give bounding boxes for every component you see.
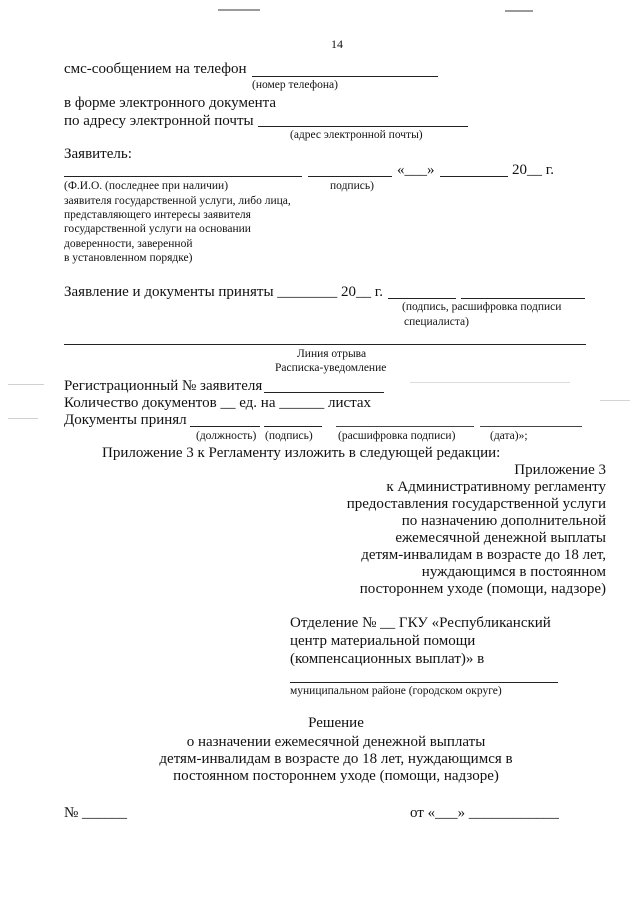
- phone-line: [252, 76, 438, 77]
- fio-line: [64, 176, 302, 177]
- appendix-header-6: детям-инвалидам в возрасте до 18 лет,: [361, 547, 606, 563]
- decision-date: от «___» ____________: [410, 805, 559, 821]
- appendix-header-3: предоставления государственной услуги: [346, 496, 606, 512]
- appendix-header-8: постороннем уходе (помощи, надзоре): [359, 581, 606, 597]
- date-year: 20__ г.: [512, 162, 554, 178]
- tear-line-label: Линия отрыва: [297, 348, 367, 360]
- scan-mark: [410, 382, 570, 383]
- hint-decoding: (расшифровка подписи): [338, 430, 456, 442]
- email-address-line: [258, 126, 468, 127]
- phone-hint: (номер телефона): [252, 79, 338, 91]
- signature-hint: подпись): [330, 180, 374, 192]
- decision-title: Решение: [308, 715, 364, 731]
- hint-position: (должность): [196, 430, 257, 442]
- receipt-title: Расписка-уведомление: [275, 362, 387, 374]
- accepted-hint-1: (подпись, расшифровка подписи: [402, 301, 562, 313]
- accepted-sign-line: [388, 298, 456, 299]
- accepted-text: Заявление и документы приняты ________ 20__ г.: [64, 284, 383, 300]
- tear-off-line: [64, 344, 586, 345]
- signature-line: [308, 176, 392, 177]
- scan-mark: [8, 418, 38, 419]
- decision-line-3: постоянном постороннем уходе (помощи, надзоре): [173, 768, 499, 784]
- scan-mark: [505, 10, 533, 12]
- fio-hint-3: представляющего интересы заявителя: [64, 209, 251, 221]
- email-line1: в форме электронного документа: [64, 95, 277, 111]
- accepted-hint-2: специалиста): [404, 316, 469, 328]
- appendix-header-5: ежемесячной денежной выплаты: [395, 530, 606, 546]
- documents-received-label: Документы принял: [64, 412, 187, 428]
- received-date-line: [480, 426, 582, 427]
- documents-count: Количество документов __ ед. на ______ листах: [64, 395, 372, 411]
- hint-signature: (подпись): [265, 430, 313, 442]
- appendix-header-1: Приложение 3: [514, 462, 606, 478]
- fio-hint-2: заявителя государственной услуги, либо лица,: [64, 195, 291, 207]
- department-line-3: (компенсационных выплат)» в: [290, 651, 485, 667]
- date-day: «___»: [397, 162, 435, 178]
- date-month-line: [440, 176, 508, 177]
- accepted-decode-line: [461, 298, 585, 299]
- department-line-2: центр материальной помощи: [290, 633, 476, 649]
- received-decoding-line: [336, 426, 474, 427]
- decision-line-1: о назначении ежемесячной денежной выплаты: [186, 734, 486, 750]
- received-position-line: [190, 426, 260, 427]
- registration-number-label: Регистрационный № заявителя: [64, 378, 263, 394]
- appendix-intro: Приложение 3 к Регламенту изложить в следующей редакции:: [102, 445, 501, 461]
- municipality-hint: муниципальном районе (городском округе): [290, 685, 502, 697]
- scan-mark: [218, 9, 260, 11]
- page-number: 14: [331, 37, 343, 51]
- applicant-label: Заявитель:: [64, 146, 132, 162]
- decision-number: № ______: [64, 805, 128, 821]
- decision-line-2: детям-инвалидам в возрасте до 18 лет, нуждающимся в: [159, 751, 513, 767]
- fio-hint-6: в установленном порядке): [64, 252, 193, 264]
- received-signature-line: [264, 426, 322, 427]
- fio-hint-1: (Ф.И.О. (последнее при наличии): [64, 180, 229, 192]
- scan-mark: [8, 384, 44, 385]
- appendix-header-7: нуждающимся в постоянном: [421, 564, 606, 580]
- email-hint: (адрес электронной почты): [290, 129, 423, 141]
- sms-label: смс-сообщением на телефон: [64, 61, 247, 77]
- appendix-header-4: по назначению дополнительной: [401, 513, 606, 529]
- hint-date: (дата)»;: [490, 430, 528, 442]
- fio-hint-4: государственной услуги на основании: [64, 223, 251, 235]
- appendix-header-2: к Административному регламенту: [386, 479, 606, 495]
- registration-number-line: [264, 392, 384, 393]
- department-line-1: Отделение № __ ГКУ «Республиканский: [290, 615, 551, 631]
- fio-hint-5: доверенности, заверенной: [64, 238, 193, 250]
- email-line2: по адресу электронной почты: [64, 113, 254, 129]
- scan-mark: [600, 400, 630, 401]
- municipality-line: [290, 682, 558, 683]
